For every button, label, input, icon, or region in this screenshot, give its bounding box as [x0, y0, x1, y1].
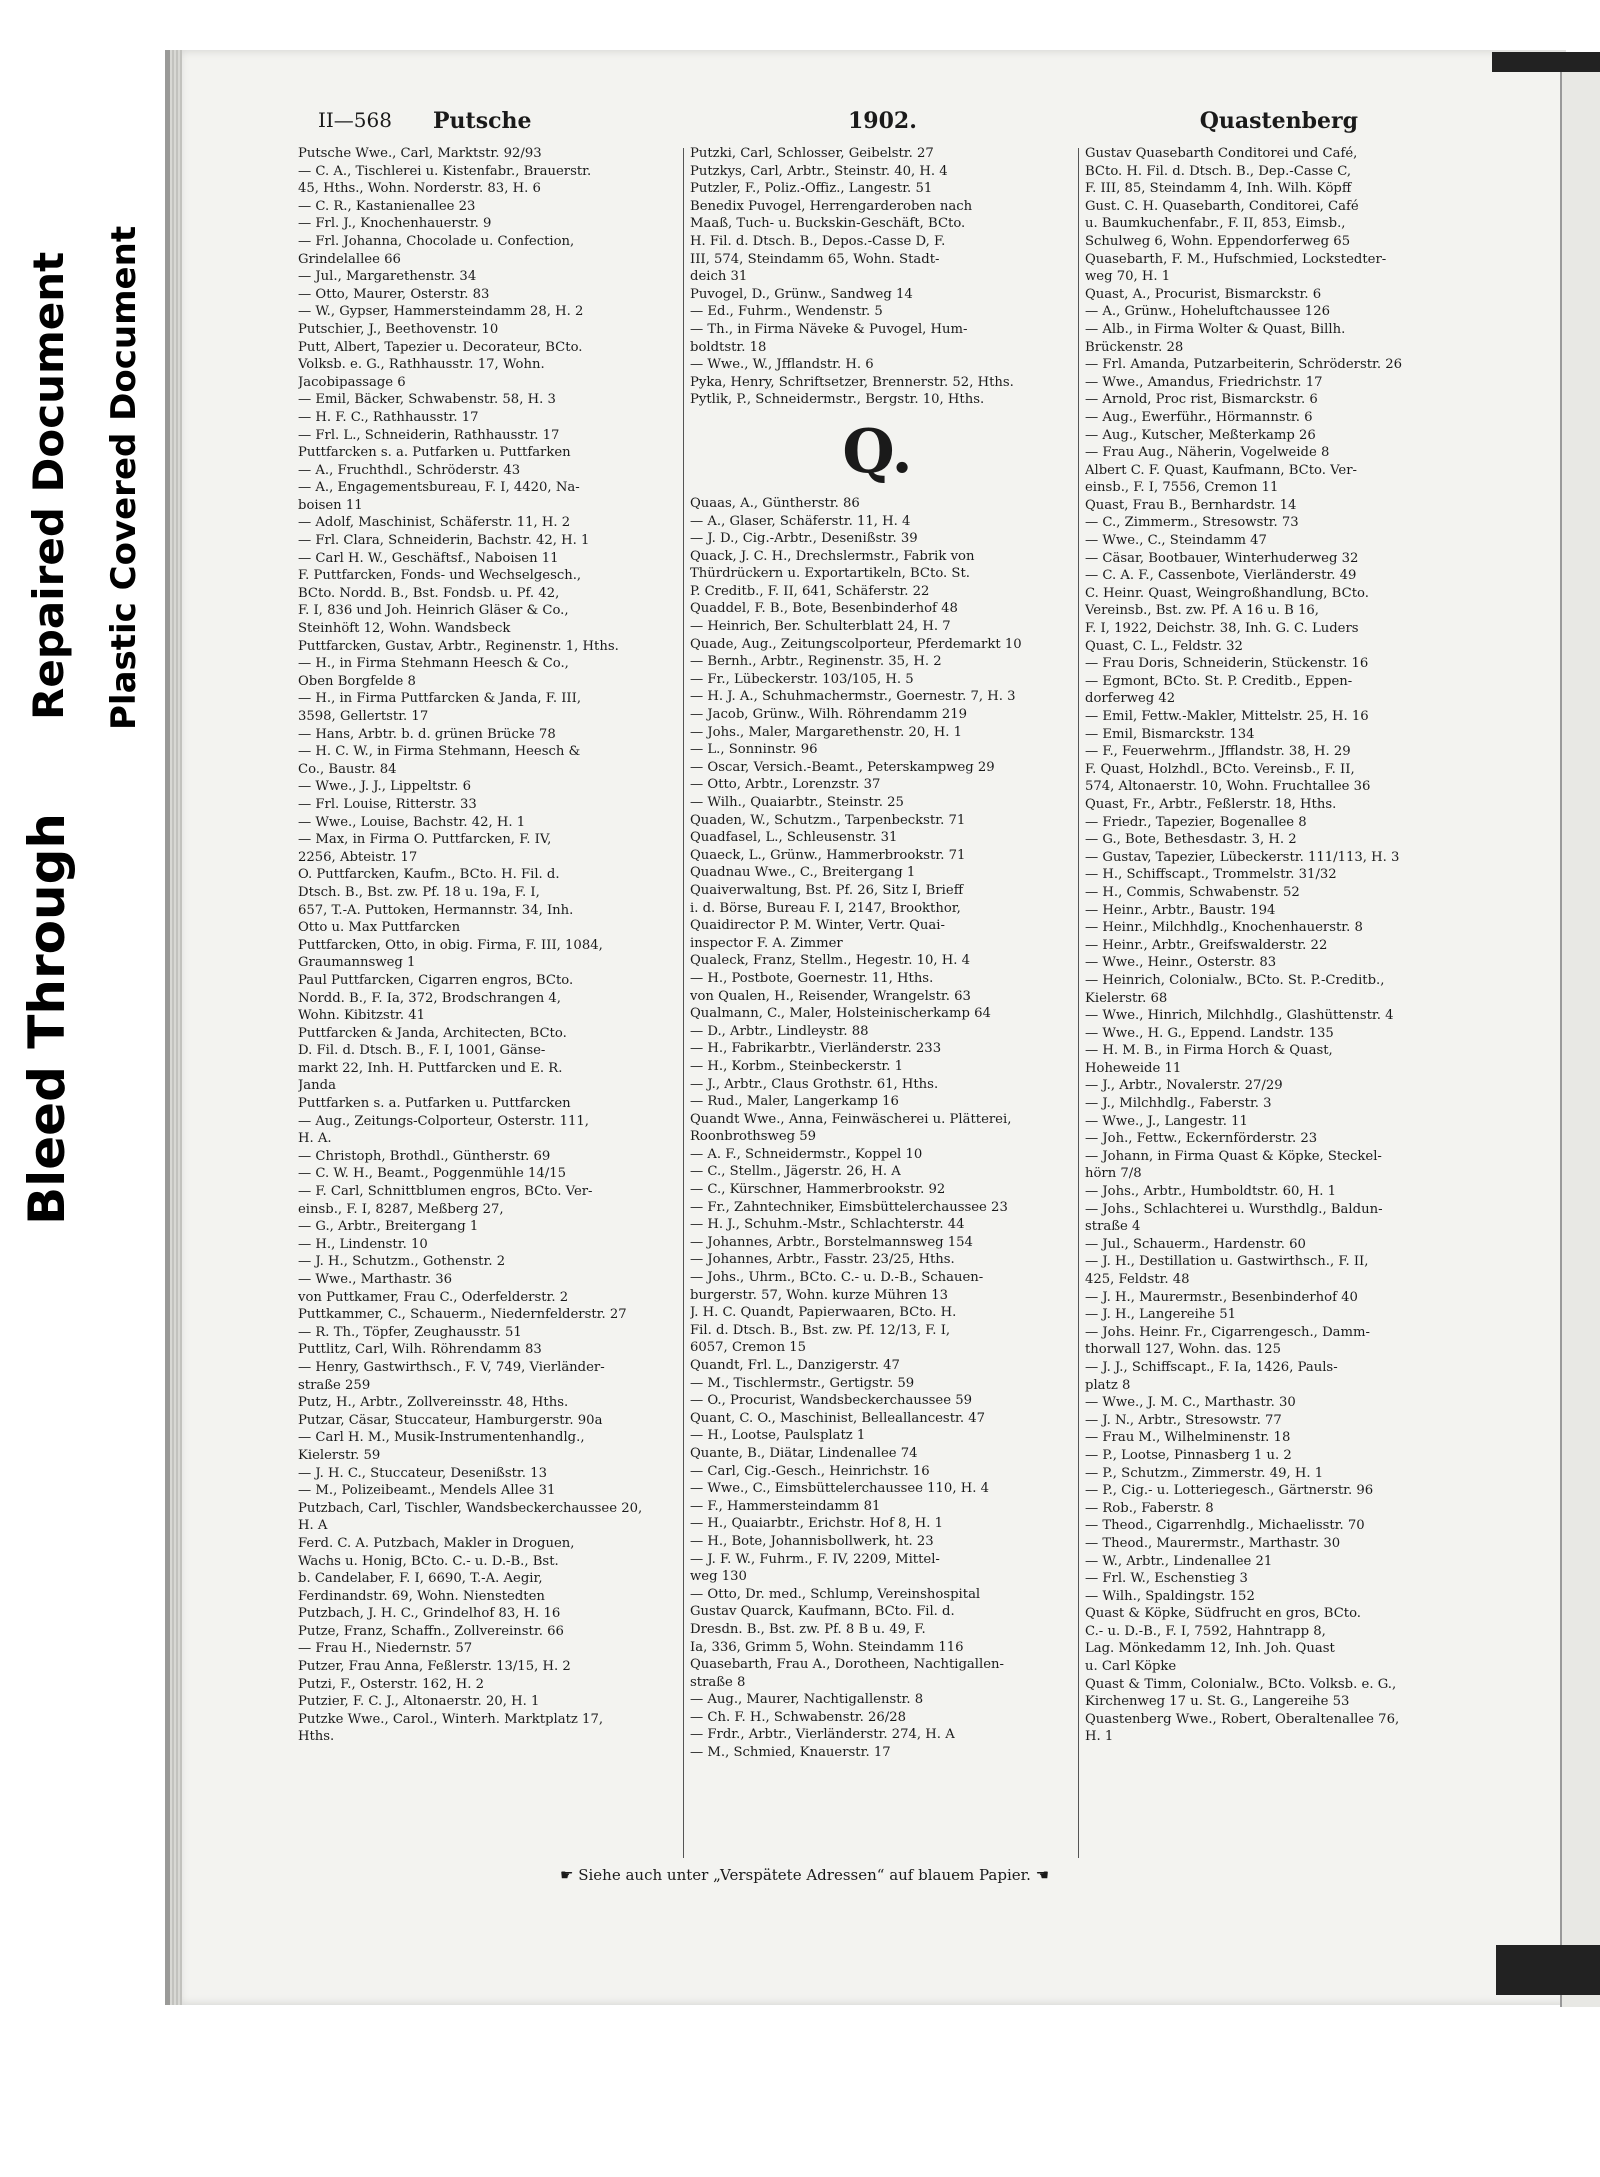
directory-line: — P., Cig.- u. Lotteriegesch., Gärtnerstr. 96	[1085, 1483, 1374, 1499]
directory-line: — O., Procurist, Wandsbeckerchaussee 59	[690, 1393, 973, 1409]
directory-line: platz 8	[1085, 1377, 1131, 1393]
year: 1902.	[848, 108, 917, 134]
directory-line: — H., in Firma Puttfarcken & Janda, F. III,	[298, 691, 582, 707]
directory-line: — G., Arbtr., Breitergang 1	[298, 1219, 479, 1235]
directory-line: Wachs u. Honig, BCto. C.- u. D.-B., Bst.	[298, 1553, 559, 1569]
directory-line: thorwall 127, Wohn. das. 125	[1085, 1342, 1281, 1358]
directory-line: Janda	[298, 1078, 336, 1094]
directory-line: Quant, C. O., Maschinist, Belleallancestr. 47	[690, 1410, 986, 1426]
directory-line: — Frau H., Niedernstr. 57	[298, 1641, 473, 1657]
directory-line: Puttfarcken, Gustav, Arbtr., Reginenstr. 1, Hths.	[298, 638, 619, 654]
directory-line: i. d. Börse, Bureau F. I, 2147, Brookthor,	[690, 900, 961, 916]
directory-line: Quast & Timm, Colonialw., BCto. Volksb. e. G.,	[1085, 1676, 1397, 1692]
directory-line: F. I, 1922, Deichstr. 38, Inh. G. C. Luders	[1085, 621, 1359, 637]
column-left	[298, 145, 673, 1746]
directory-line: Quaas, A., Güntherstr. 86	[690, 495, 860, 511]
directory-line: — H., in Firma Stehmann Heesch & Co.,	[298, 656, 569, 672]
directory-line: straße 259	[298, 1377, 371, 1393]
directory-line: — Heinr., Arbtr., Greifswalderstr. 22	[1085, 937, 1328, 953]
directory-line: — J., Milchhdlg., Faberstr. 3	[1085, 1096, 1272, 1112]
directory-line: Ferdinandstr. 69, Wohn. Nienstedten	[298, 1588, 545, 1604]
directory-line: u. Baumkuchenfabr., F. II, 853, Eimsb.,	[1085, 216, 1346, 232]
directory-line: Puttfarcken & Janda, Architecten, BCto.	[298, 1025, 567, 1041]
directory-line: einsb., F. I, 7556, Cremon 11	[1085, 480, 1279, 496]
directory-line: — Wwe., Marthastr. 36	[298, 1272, 453, 1287]
directory-line: weg 130	[690, 1569, 747, 1585]
directory-line: Graumannsweg 1	[298, 955, 416, 971]
directory-line: — A. F., Schneidermstr., Koppel 10	[690, 1146, 923, 1162]
directory-line: — Carl H. M., Musik-Instrumentenhandlg.,	[298, 1430, 585, 1446]
directory-line: — C. W. H., Beamt., Poggenmühle 14/15	[298, 1166, 566, 1182]
directory-line: von Qualen, H., Reisender, Wrangelstr. 63	[690, 988, 971, 1004]
directory-line: Nordd. B., F. Ia, 372, Brodschrangen 4,	[298, 990, 562, 1006]
label-bleed-through: Bleed Through	[18, 813, 76, 1225]
directory-line: — Oscar, Versich.-Beamt., Peterskampweg 29	[690, 759, 995, 775]
directory-line: F. Quast, Holzhdl., BCto. Vereinsb., F. II,	[1085, 761, 1355, 777]
directory-line: Benedix Puvogel, Herrengarderoben nach	[690, 198, 973, 214]
directory-line: — Ed., Fuhrm., Wendenstr. 5	[690, 304, 883, 320]
directory-line: Gust. C. H. Quasebarth, Conditorei, Café	[1085, 198, 1359, 214]
directory-line: — Aug., Maurer, Nachtigallenstr. 8	[690, 1692, 924, 1708]
directory-line: Co., Baustr. 84	[298, 761, 397, 777]
directory-line: Puttlitz, Carl, Wilh. Röhrendamm 83	[298, 1342, 542, 1358]
directory-line: 45, Hths., Wohn. Norderstr. 83, H. 6	[298, 181, 541, 197]
directory-line: — P., Lootse, Pinnasberg 1 u. 2	[1085, 1447, 1292, 1463]
directory-line: 2256, Abteistr. 17	[298, 849, 418, 865]
directory-line: Putsche Wwe., Carl, Marktstr. 92/93	[298, 146, 542, 161]
top-dark-tab	[1492, 52, 1600, 72]
side-labels	[0, 0, 165, 2000]
directory-line: Quadnau Wwe., C., Breitergang 1	[690, 865, 916, 881]
directory-line: — Wwe., J. M. C., Marthastr. 30	[1085, 1395, 1296, 1411]
directory-line: III, 574, Steindamm 65, Wohn. Stadt-	[690, 251, 940, 267]
directory-line: Puvogel, D., Grünw., Sandweg 14	[690, 286, 913, 302]
directory-line: — C., Zimmerm., Stresowstr. 73	[1085, 515, 1299, 531]
directory-line: — D., Arbtr., Lindleystr. 88	[690, 1023, 869, 1039]
directory-line: Ferd. C. A. Putzbach, Makler in Droguen,	[298, 1535, 575, 1551]
directory-line: — Otto, Arbtr., Lorenzstr. 37	[690, 777, 881, 793]
directory-line: — Jacob, Grünw., Wilh. Röhrendamm 219	[690, 707, 968, 723]
directory-line: Putzbach, J. H. C., Grindelhof 83, H. 16	[298, 1606, 561, 1622]
facing-page-edge	[1560, 52, 1600, 2007]
directory-line: — Alb., in Firma Wolter & Quast, Billh.	[1085, 321, 1346, 337]
directory-line: — F., Hammersteindamm 81	[690, 1498, 881, 1514]
directory-line: — Johs., Maler, Margarethenstr. 20, H. 1	[690, 724, 962, 740]
directory-line: Putze, Franz, Schaffn., Zollvereinstr. 66	[298, 1623, 564, 1639]
directory-line: Steinhöft 12, Wohn. Wandsbeck	[298, 621, 511, 637]
directory-line: — A., Grünw., Hoheluftchaussee 126	[1085, 304, 1330, 320]
directory-line: — Wwe., J. J., Lippeltstr. 6	[298, 779, 471, 795]
directory-line: — Johannes, Arbtr., Fasstr. 23/25, Hths.	[690, 1252, 955, 1268]
directory-line: — Wwe., H. G., Eppend. Landstr. 135	[1085, 1025, 1334, 1041]
directory-line: — Aug., Ewerführ., Hörmannstr. 6	[1085, 409, 1313, 425]
directory-line: Putzar, Cäsar, Stuccateur, Hamburgerstr. 90a	[298, 1412, 603, 1428]
directory-line: — Frl. W., Eschenstieg 3	[1085, 1571, 1248, 1587]
directory-line: H. 1	[1085, 1729, 1114, 1745]
directory-line: Pytlik, P., Schneidermstr., Bergstr. 10, Hths.	[690, 392, 985, 408]
directory-line: C.- u. D.-B., F. I, 7592, Hahntrapp 8,	[1085, 1623, 1326, 1639]
directory-line: Gustav Quasebarth Conditorei und Café,	[1085, 146, 1358, 161]
bottom-dark-tab	[1496, 1945, 1600, 1995]
directory-line: — Wwe., C., Steindamm 47	[1085, 533, 1267, 549]
directory-line: hörn 7/8	[1085, 1166, 1142, 1182]
directory-line: — Joh., Fettw., Eckernförderstr. 23	[1085, 1131, 1318, 1147]
directory-line: Quast, A., Procurist, Bismarckstr. 6	[1085, 286, 1322, 302]
directory-line: Pyka, Henry, Schriftsetzer, Brennerstr. 52, Hths.	[690, 374, 1014, 390]
directory-line: — Jul., Margarethenstr. 34	[298, 269, 477, 285]
directory-line: — Henry, Gastwirthsch., F. V, 749, Vierländer-	[298, 1359, 605, 1375]
directory-line: — Wwe., Hinrich, Milchhdlg., Glashüttenstr. 4	[1085, 1008, 1394, 1024]
directory-line: — Max, in Firma O. Puttfarcken, F. IV,	[298, 832, 552, 848]
directory-line: Quaden, W., Schutzm., Tarpenbeckstr. 71	[690, 812, 966, 828]
directory-line: — C. A., Tischlerei u. Kistenfabr., Brauerstr.	[298, 163, 592, 179]
directory-line: D. Fil. d. Dtsch. B., F. I, 1001, Gänse-	[298, 1043, 546, 1059]
directory-line: — H. F. C., Rathhausstr. 17	[298, 409, 479, 425]
directory-line: boisen 11	[298, 497, 363, 513]
directory-line: 6057, Cremon 15	[690, 1340, 807, 1356]
directory-line: Quast, Frau B., Bernhardstr. 14	[1085, 497, 1297, 513]
right-keyword: Quastenberg	[1199, 108, 1358, 134]
directory-line: Quaeck, L., Grünw., Hammerbrookstr. 71	[690, 847, 966, 863]
directory-line: Putzkys, Carl, Arbtr., Steinstr. 40, H. 4	[690, 163, 948, 179]
directory-line: — P., Schutzm., Zimmerstr. 49, H. 1	[1085, 1465, 1324, 1481]
directory-line: Puttfarcken s. a. Putfarken u. Puttfarken	[298, 445, 571, 461]
directory-line: Quante, B., Diätar, Lindenallee 74	[690, 1445, 918, 1461]
directory-line: Putschier, J., Beethovenstr. 10	[298, 321, 499, 337]
directory-line: — J. H., Maurermstr., Besenbinderhof 40	[1085, 1289, 1358, 1305]
directory-line: — Fr., Lübeckerstr. 103/105, H. 5	[690, 671, 914, 687]
directory-line: Kielerstr. 59	[298, 1447, 381, 1463]
directory-line: — Emil, Bäcker, Schwabenstr. 58, H. 3	[298, 392, 556, 408]
directory-line: — J. F. W., Fuhrm., F. IV, 2209, Mittel-	[690, 1551, 940, 1567]
directory-line: Putzler, F., Poliz.-Offiz., Langestr. 51	[690, 181, 933, 197]
directory-line: Hths.	[298, 1729, 335, 1745]
directory-line: Putzke Wwe., Carol., Winterh. Marktplatz 17,	[298, 1711, 604, 1727]
directory-line: — A., Engagementsbureau, F. I, 4420, Na-	[298, 480, 580, 496]
directory-line: 657, T.-A. Puttoken, Hermannstr. 34, Inh.	[298, 902, 574, 918]
directory-line: Putzki, Carl, Schlosser, Geibelstr. 27	[690, 146, 934, 161]
directory-line: — Heinr., Milchhdlg., Knochenhauerstr. 8	[1085, 920, 1363, 936]
directory-line: Putt, Albert, Tapezier u. Decorateur, BCto.	[298, 339, 583, 355]
directory-line: — H., Fabrikarbtr., Vierländerstr. 233	[690, 1041, 942, 1057]
directory-line: F. III, 85, Steindamm 4, Inh. Wilh. Köpff	[1085, 181, 1352, 197]
directory-line: Dresdn. B., Bst. zw. Pf. 8 B u. 49, F.	[690, 1621, 926, 1637]
directory-line: — H. C. W., in Firma Stehmann, Heesch &	[298, 744, 581, 760]
directory-line: — Johannes, Arbtr., Borstelmannsweg 154	[690, 1234, 973, 1250]
directory-line: — H. J., Schuhm.-Mstr., Schlachterstr. 44	[690, 1217, 965, 1233]
directory-line: F. I, 836 und Joh. Heinrich Gläser & Co.,	[298, 603, 569, 619]
directory-line: — Th., in Firma Näveke & Puvogel, Hum-	[690, 321, 968, 337]
directory-line: — Frau Doris, Schneiderin, Stückenstr. 16	[1085, 656, 1369, 672]
directory-line: von Puttkamer, Frau C., Oderfelderstr. 2	[298, 1289, 569, 1305]
directory-line: burgerstr. 57, Wohn. kurze Mühren 13	[690, 1287, 949, 1303]
directory-line: — A., Glaser, Schäferstr. 11, H. 4	[690, 513, 911, 529]
directory-line: — M., Polizeibeamt., Mendels Allee 31	[298, 1483, 556, 1499]
directory-line: Quast, C. L., Feldstr. 32	[1085, 638, 1243, 654]
directory-line: — Wwe., W., Jfflandstr. H. 6	[690, 357, 874, 373]
directory-line: Puttkammer, C., Schauerm., Niedernfelderstr. 27	[298, 1307, 627, 1323]
directory-line: — Gustav, Tapezier, Lübeckerstr. 111/113, H. 3	[1085, 849, 1400, 865]
directory-line: Kirchenweg 17 u. St. G., Langereihe 53	[1085, 1694, 1350, 1710]
directory-line: Lag. Mönkedamm 12, Inh. Joh. Quast	[1085, 1641, 1335, 1657]
directory-line: — H., Lindenstr. 10	[298, 1236, 428, 1252]
directory-line: dorferweg 42	[1085, 691, 1176, 707]
directory-line: — C. R., Kastanienallee 23	[298, 198, 476, 214]
directory-line: Gustav Quarck, Kaufmann, BCto. Fil. d.	[690, 1604, 955, 1620]
directory-line: — Heinr., Arbtr., Baustr. 194	[1085, 902, 1276, 918]
directory-line: — Wwe., J., Langestr. 11	[1085, 1113, 1248, 1129]
directory-line: — M., Tischlermstr., Gertigstr. 59	[690, 1375, 915, 1391]
directory-line: straße 4	[1085, 1219, 1141, 1235]
directory-line: — Theod., Maurermstr., Marthastr. 30	[1085, 1535, 1341, 1551]
column-middle	[690, 145, 1065, 1762]
directory-line: — Frl. Louise, Ritterstr. 33	[298, 796, 477, 812]
directory-line: — Otto, Dr. med., Schlump, Vereinshospital	[690, 1586, 981, 1602]
directory-line: O. Puttfarcken, Kaufm., BCto. H. Fil. d.	[298, 867, 560, 883]
directory-line: H. A.	[298, 1131, 332, 1147]
directory-line: — Johs., Schlachterei u. Wursthdlg., Baldun-	[1085, 1201, 1383, 1217]
directory-line: — Frl. Johanna, Chocolade u. Confection,	[298, 233, 575, 249]
directory-line: deich 31	[690, 269, 748, 285]
directory-line: Grindelallee 66	[298, 251, 401, 267]
directory-line: Hoheweide 11	[1085, 1060, 1182, 1076]
directory-line: — Hans, Arbtr. b. d. grünen Brücke 78	[298, 726, 556, 742]
directory-line: markt 22, Inh. H. Puttfarcken und E. R.	[298, 1060, 563, 1076]
directory-line: — J. D., Cig.-Arbtr., Desenißstr. 39	[690, 531, 918, 547]
directory-line: boldtstr. 18	[690, 339, 767, 355]
directory-line: — W., Gypser, Hammersteindamm 28, H. 2	[298, 304, 584, 320]
directory-line: — Emil, Fettw.-Makler, Mittelstr. 25, H. 16	[1085, 709, 1369, 724]
directory-line: Puttfarken s. a. Putfarken u. Puttfarcken	[298, 1096, 571, 1112]
directory-line: — C., Stellm., Jägerstr. 26, H. A	[690, 1164, 901, 1180]
directory-line: 425, Feldstr. 48	[1085, 1272, 1190, 1287]
directory-line: 574, Altonaerstr. 10, Wohn. Fruchtallee 36	[1085, 779, 1371, 795]
directory-line: — Carl, Cig.-Gesch., Heinrichstr. 16	[690, 1463, 930, 1479]
directory-line: Jacobipassage 6	[298, 374, 406, 390]
directory-line: — Aug., Zeitungs-Colporteur, Osterstr. 111,	[298, 1113, 589, 1129]
column-right	[1085, 145, 1465, 1746]
directory-line: — A., Fruchthdl., Schröderstr. 43	[298, 462, 521, 478]
directory-line: J. H. C. Quandt, Papierwaaren, BCto. H.	[690, 1305, 957, 1321]
directory-line: — Johs., Arbtr., Humboldtstr. 60, H. 1	[1085, 1184, 1337, 1200]
directory-line: Quast, Fr., Arbtr., Feßlerstr. 18, Hths.	[1085, 796, 1337, 812]
directory-line: — Wwe., Amandus, Friedrichstr. 17	[1085, 374, 1323, 390]
directory-line: P. Creditb., F. II, 641, Schäferstr. 22	[690, 583, 930, 599]
directory-line: Putzer, Frau Anna, Feßlerstr. 13/15, H. 2	[298, 1659, 571, 1675]
directory-line: — Carl H. W., Geschäftsf., Naboisen 11	[298, 550, 559, 566]
directory-line: — Egmont, BCto. St. P. Creditb., Eppen-	[1085, 673, 1353, 689]
directory-line: BCto. H. Fil. d. Dtsch. B., Dep.-Casse C,	[1085, 163, 1352, 179]
page-header	[318, 108, 1358, 142]
directory-line: — Otto, Maurer, Osterstr. 83	[298, 286, 490, 302]
directory-line: — J. H., Langereihe 51	[1085, 1307, 1237, 1323]
directory-line: — J. H., Destillation u. Gastwirthsch., F. II,	[1085, 1254, 1369, 1270]
directory-line: Quasebarth, Frau A., Dorotheen, Nachtigallen-	[690, 1657, 1004, 1673]
directory-line: — Fr., Zahntechniker, Eimsbüttelerchaussee 23	[690, 1199, 1008, 1215]
directory-line: — Frau Aug., Näherin, Vogelweide 8	[1085, 445, 1330, 461]
column-divider	[683, 148, 684, 1858]
directory-line: — Adolf, Maschinist, Schäferstr. 11, H. 2	[298, 515, 571, 531]
directory-line: H. A	[298, 1518, 328, 1534]
directory-line: — Ch. F. H., Schwabenstr. 26/28	[690, 1709, 907, 1725]
directory-line: — Frl. Amanda, Putzarbeiterin, Schröderstr. 26	[1085, 357, 1403, 373]
directory-line: — Johs., Uhrm., BCto. C.- u. D.-B., Schauen-	[690, 1270, 984, 1286]
directory-line: weg 70, H. 1	[1085, 269, 1171, 285]
directory-line: — H., Commis, Schwabenstr. 52	[1085, 884, 1300, 900]
directory-line: Putz, H., Arbtr., Zollvereinsstr. 48, Hths.	[298, 1395, 569, 1411]
directory-line: Quaiverwaltung, Bst. Pf. 26, Sitz I, Brieff	[690, 882, 964, 898]
directory-line: Schulweg 6, Wohn. Eppendorferweg 65	[1085, 233, 1351, 249]
directory-line: inspector F. A. Zimmer	[690, 935, 843, 951]
directory-line: — C. A. F., Cassenbote, Vierländerstr. 49	[1085, 568, 1357, 584]
directory-line: — H., Schiffscapt., Trommelstr. 31/32	[1085, 867, 1337, 883]
directory-line: Quade, Aug., Zeitungscolporteur, Pferdemarkt 10	[690, 636, 1022, 652]
directory-line: — Frl. J., Knochenhauerstr. 9	[298, 216, 492, 232]
directory-line: Maaß, Tuch- u. Buckskin-Geschäft, BCto.	[690, 216, 966, 232]
directory-line: — F. Carl, Schnittblumen engros, BCto. Ver-	[298, 1184, 593, 1200]
directory-line: — Aug., Kutscher, Meßterkamp 26	[1085, 427, 1316, 443]
label-repaired-document: Repaired Document	[24, 251, 73, 720]
directory-line: Roonbrothsweg 59	[690, 1129, 817, 1145]
directory-line: — L., Sonninstr. 96	[690, 742, 818, 758]
directory-line: Puttfarcken, Otto, in obig. Firma, F. III, 1084,	[298, 937, 603, 953]
directory-line: Brückenstr. 28	[1085, 339, 1184, 355]
directory-line: u. Carl Köpke	[1085, 1659, 1177, 1675]
directory-line: — Johann, in Firma Quast & Köpke, Steckel-	[1085, 1148, 1382, 1164]
directory-line: — H., Quaiarbtr., Erichstr. Hof 8, H. 1	[690, 1516, 944, 1532]
directory-line: Vereinsb., Bst. zw. Pf. A 16 u. B 16,	[1085, 603, 1320, 619]
directory-line: einsb., F. I, 8287, Meßberg 27,	[298, 1201, 504, 1217]
directory-line: Quaidirector P. M. Winter, Vertr. Quai-	[690, 918, 945, 934]
directory-line: straße 8	[690, 1674, 746, 1690]
directory-line: H. Fil. d. Dtsch. B., Depos.-Casse D, F.	[690, 233, 946, 249]
directory-line: Quandt Wwe., Anna, Feinwäscherei u. Plätterei,	[690, 1111, 1012, 1127]
directory-line: — M., Schmied, Knauerstr. 17	[690, 1745, 891, 1761]
directory-line: — Friedr., Tapezier, Bogenallee 8	[1085, 814, 1307, 830]
directory-line: Oben Borgfelde 8	[298, 673, 416, 689]
directory-line: — J., Arbtr., Novalerstr. 27/29	[1085, 1078, 1283, 1094]
directory-line: — H. M. B., in Firma Horch & Quast,	[1085, 1043, 1333, 1059]
directory-line: Qualeck, Franz, Stellm., Hegestr. 10, H. 4	[690, 953, 971, 969]
directory-line: Albert C. F. Quast, Kaufmann, BCto. Ver-	[1085, 462, 1358, 478]
directory-line: — Cäsar, Bootbauer, Winterhuderweg 32	[1085, 550, 1359, 566]
directory-line: Quasebarth, F. M., Hufschmied, Lockstedter-	[1085, 251, 1387, 267]
directory-line: Quast & Köpke, Südfrucht en gros, BCto.	[1085, 1606, 1361, 1622]
directory-line: F. Puttfarcken, Fonds- und Wechselgesch.,	[298, 568, 582, 584]
section-letter: Q.	[842, 416, 913, 487]
directory-line: — Heinrich, Colonialw., BCto. St. P.-Creditb.,	[1085, 972, 1385, 988]
directory-line: — Wwe., C., Eimsbüttelerchaussee 110, H. 4	[690, 1481, 989, 1497]
directory-line: — Johs. Heinr. Fr., Cigarrengesch., Damm-	[1085, 1324, 1370, 1340]
directory-line: — Wilh., Quaiarbtr., Steinstr. 25	[690, 795, 904, 810]
directory-line: Dtsch. B., Bst. zw. Pf. 18 u. 19a, F. I,	[298, 884, 540, 900]
directory-line: Quadfasel, L., Schleusenstr. 31	[690, 830, 898, 846]
directory-line: Quaddel, F. B., Bote, Besenbinderhof 48	[690, 601, 958, 617]
directory-line: — J. J., Schiffscapt., F. Ia, 1426, Pauls-	[1085, 1359, 1338, 1375]
directory-line: — Bernh., Arbtr., Reginenstr. 35, H. 2	[690, 654, 942, 670]
directory-line: Wohn. Kibitzstr. 41	[298, 1008, 426, 1024]
directory-line: — Frl. Clara, Schneiderin, Bachstr. 42, H. 1	[298, 533, 590, 549]
directory-line: — J. N., Arbtr., Stresowstr. 77	[1085, 1412, 1282, 1428]
directory-line: — Wilh., Spaldingstr. 152	[1085, 1588, 1255, 1604]
directory-line: — H., Bote, Johannisbollwerk, ht. 23	[690, 1533, 934, 1549]
footer-note: ☛ Siehe auch unter „Verspätete Adressen“ auf blauem Papier. ☚	[560, 1866, 1050, 1884]
directory-line: — J. H., Schutzm., Gothenstr. 2	[298, 1254, 506, 1270]
directory-line: Quastenberg Wwe., Robert, Oberaltenallee 76,	[1085, 1711, 1400, 1727]
directory-line: — J. H. C., Stuccateur, Desenißstr. 13	[298, 1465, 547, 1481]
directory-line: — Frdr., Arbtr., Vierländerstr. 274, H. A	[690, 1727, 955, 1743]
directory-line: — H. J. A., Schuhmachermstr., Goernestr. 7, H. 3	[690, 689, 1016, 705]
directory-line: — Wwe., Louise, Bachstr. 42, H. 1	[298, 814, 526, 830]
directory-line: Quandt, Frl. L., Danzigerstr. 47	[690, 1358, 900, 1373]
directory-line: Volksb. e. G., Rathhausstr. 17, Wohn.	[298, 357, 545, 373]
directory-line: — Frl. L., Schneiderin, Rathhausstr. 17	[298, 427, 560, 443]
directory-line: Kielerstr. 68	[1085, 990, 1168, 1006]
directory-line: Putzi, F., Osterstr. 162, H. 2	[298, 1676, 485, 1692]
directory-line: Fil. d. Dtsch. B., Bst. zw. Pf. 12/13, F. I,	[690, 1322, 951, 1338]
left-keyword: Putsche	[433, 108, 532, 134]
directory-line: — C., Kürschner, Hammerbrookstr. 92	[690, 1182, 946, 1198]
directory-line: — Theod., Cigarrenhdlg., Michaelisstr. 70	[1085, 1518, 1365, 1534]
directory-line: Qualmann, C., Maler, Holsteinischerkamp 64	[690, 1006, 991, 1022]
directory-line: — Rob., Faberstr. 8	[1085, 1500, 1214, 1516]
directory-line: — Rud., Maler, Langerkamp 16	[690, 1094, 899, 1110]
directory-line: — F., Feuerwehrm., Jfflandstr. 38, H. 29	[1085, 744, 1351, 760]
directory-line: — Frau M., Wilhelminenstr. 18	[1085, 1430, 1291, 1446]
directory-line: — Wwe., Heinr., Osterstr. 83	[1085, 955, 1277, 971]
directory-line: — Jul., Schauerm., Hardenstr. 60	[1085, 1236, 1306, 1252]
directory-line: Thürdrückern u. Exportartikeln, BCto. St.	[690, 566, 970, 582]
directory-line: Ia, 336, Grimm 5, Wohn. Steindamm 116	[690, 1639, 964, 1655]
directory-line: — Heinrich, Ber. Schulterblatt 24, H. 7	[690, 619, 951, 635]
directory-line: b. Candelaber, F. I, 6690, T.-A. Aegir,	[298, 1571, 543, 1587]
page-number: II—568	[318, 108, 392, 132]
directory-line: — H., Lootse, Paulsplatz 1	[690, 1428, 866, 1444]
directory-line: — Christoph, Brothdl., Güntherstr. 69	[298, 1148, 551, 1164]
directory-line: BCto. Nordd. B., Bst. Fondsb. u. Pf. 42,	[298, 585, 560, 601]
directory-line: Otto u. Max Puttfarcken	[298, 920, 461, 936]
directory-line: 3598, Gellertstr. 17	[298, 709, 429, 724]
directory-line: — G., Bote, Bethesdastr. 3, H. 2	[1085, 832, 1297, 848]
directory-line: — R. Th., Töpfer, Zeughausstr. 51	[298, 1324, 522, 1340]
directory-line: Quack, J. C. H., Drechslermstr., Fabrik von	[690, 548, 975, 564]
directory-line: — W., Arbtr., Lindenallee 21	[1085, 1553, 1273, 1569]
directory-line: Putzier, F. C. J., Altonaerstr. 20, H. 1	[298, 1694, 540, 1710]
directory-line: C. Heinr. Quast, Weingroßhandlung, BCto.	[1085, 585, 1369, 601]
directory-line: — Arnold, Proc rist, Bismarckstr. 6	[1085, 392, 1318, 408]
directory-line: — H., Korbm., Steinbeckerstr. 1	[690, 1058, 903, 1074]
directory-line: Paul Puttfarcken, Cigarren engros, BCto.	[298, 972, 574, 988]
directory-line: Putzbach, Carl, Tischler, Wandsbeckerchaussee 20,	[298, 1500, 643, 1516]
directory-line: — Emil, Bismarckstr. 134	[1085, 726, 1255, 742]
book-page-edge	[170, 50, 182, 2005]
column-divider	[1078, 148, 1079, 1858]
label-plastic-covered: Plastic Covered Document	[104, 225, 144, 730]
directory-line: — J., Arbtr., Claus Grothstr. 61, Hths.	[690, 1076, 939, 1092]
directory-line: — H., Postbote, Goernestr. 11, Hths.	[690, 970, 934, 986]
